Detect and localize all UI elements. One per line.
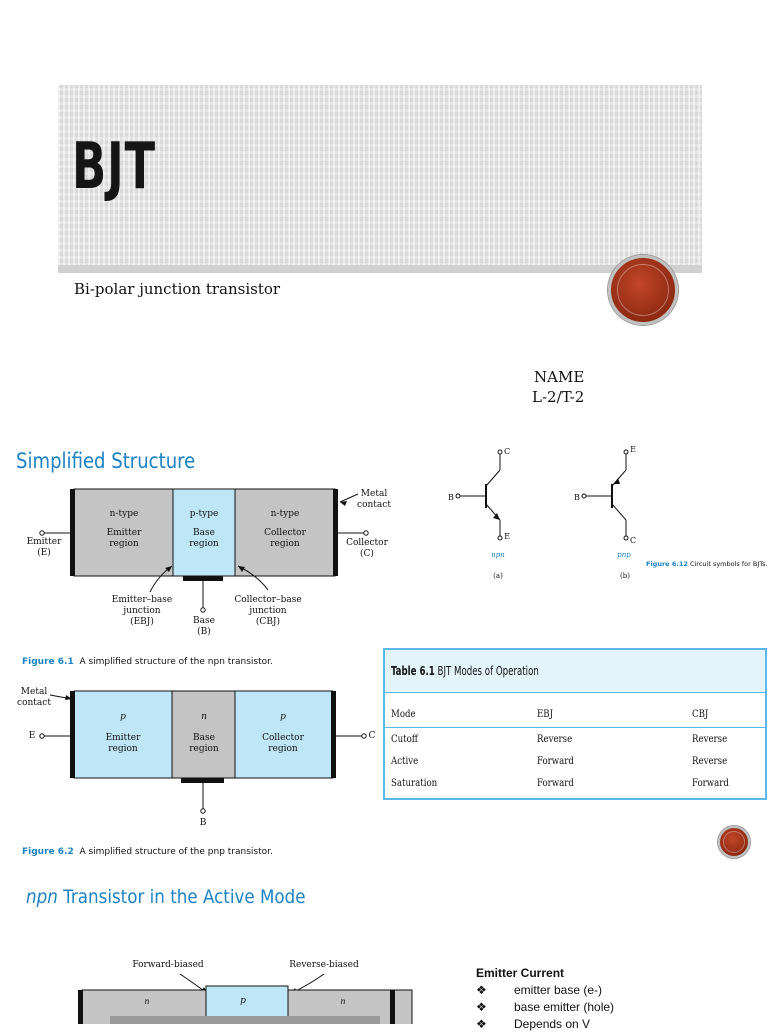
diamond-bullet-icon: ❖ <box>476 1000 487 1014</box>
reverse-biased-label: Reverse-biased <box>289 960 359 970</box>
fig612-caption-num: Figure 6.12 <box>646 560 688 568</box>
fig612-caption-text: Circuit symbols for BJTs. <box>689 560 768 568</box>
pnp-structure-figure <box>0 685 380 825</box>
npn-sub-label: (a) <box>493 572 503 580</box>
pnp-type-label: pnp <box>617 551 631 559</box>
fig61-collector-region: Collector region <box>264 528 306 549</box>
bullet-text: Depends on V <box>514 1017 591 1031</box>
fig61-collector-type: n-type <box>270 509 300 519</box>
table-title <box>391 664 539 678</box>
list-item <box>476 999 614 1016</box>
fig61-cbj-label: Collector–base junction (CBJ) <box>234 595 302 627</box>
table-cell: Forward <box>537 777 574 789</box>
fig61-ebj-label: Emitter–base junction (EBJ) <box>111 595 173 627</box>
bullet-text: emitter base (e-) <box>514 983 603 997</box>
npn-active-mode-heading <box>26 886 306 908</box>
table-cell: Reverse <box>692 733 728 745</box>
table-cell: Active <box>391 755 419 767</box>
fig62-collector-region: Collector region <box>262 733 304 754</box>
npn-active-p-mid: p <box>240 996 246 1006</box>
fig62-base-region: Base region <box>189 733 219 754</box>
pnp-sub-label: (b) <box>620 572 630 580</box>
npn-e-label: E <box>504 532 510 541</box>
fig62-emitter-type: p <box>120 712 126 722</box>
table-cell: Reverse <box>537 733 573 745</box>
npn-active-n-left: n <box>144 997 150 1006</box>
author-level: L-2/T-2 <box>532 388 585 406</box>
banner-stripe <box>58 265 702 273</box>
emitter-current-notes <box>476 965 614 1033</box>
fig61-base-type: p-type <box>189 509 219 519</box>
slide-subtitle: Bi-polar junction transistor <box>74 280 281 298</box>
fig62-e-terminal: E <box>28 731 36 741</box>
npn-active-n-right: n <box>340 997 346 1006</box>
fig61-emitter-region: Emitter region <box>106 528 142 549</box>
table-cell: Forward <box>692 777 729 789</box>
fig62-caption-text: A simplified structure of the pnp transistor. <box>79 847 273 857</box>
author-block <box>532 367 584 407</box>
npn-c-label: C <box>503 447 511 456</box>
fig62-caption-num: Figure 6.2 <box>22 847 74 857</box>
emitter-current-title: Emitter Current <box>476 966 565 980</box>
diamond-bullet-icon: ❖ <box>476 1017 487 1031</box>
fig62-collector-type: p <box>280 712 286 722</box>
fig61-metal-contact: Metal contact <box>357 489 391 510</box>
npn-heading-rest: Transistor in the Active Mode <box>57 886 306 908</box>
forward-biased-label: Forward-biased <box>132 960 204 970</box>
table-cell: Cutoff <box>391 733 418 745</box>
fig61-base-terminal: Base (B) <box>193 616 215 637</box>
pnp-c-label: C <box>629 536 637 545</box>
list-item <box>476 982 614 999</box>
npn-heading-italic: npn <box>26 886 58 908</box>
fig62-metal-contact: Metal contact <box>17 687 51 708</box>
npn-type-label: npn <box>491 551 505 559</box>
table-cell: Saturation <box>391 777 438 789</box>
table-col-ebj: EBJ <box>537 708 554 720</box>
decorative-circle-large <box>608 255 678 325</box>
fig61-caption-text: A simplified structure of the npn transistor. <box>79 657 273 667</box>
table-header-band <box>385 650 765 693</box>
pnp-e-label: E <box>630 445 636 454</box>
fig62-emitter-region: Emitter region <box>105 733 141 754</box>
fig61-emitter-type: n-type <box>109 509 139 519</box>
bullet-text: base emitter (hole) <box>514 1000 615 1014</box>
diamond-bullet-icon: ❖ <box>476 983 487 997</box>
table-col-mode: Mode <box>391 708 416 720</box>
fig61-emitter-terminal: Emitter (E) <box>26 537 62 558</box>
npn-b-label: B <box>448 493 454 502</box>
fig62-b-terminal: B <box>199 818 207 828</box>
table-cell: Forward <box>537 755 574 767</box>
list-item <box>476 1016 614 1033</box>
simplified-structure-heading: Simplified Structure <box>16 449 196 473</box>
table-title-num: Table 6.1 <box>391 664 435 678</box>
fig61-collector-terminal: Collector (C) <box>346 538 388 559</box>
bjt-circuit-symbols <box>440 440 640 590</box>
fig62-base-type: n <box>201 712 207 722</box>
table-cell: Reverse <box>692 755 728 767</box>
fig61-base-region: Base region <box>189 528 219 549</box>
table-title-text: BJT Modes of Operation <box>437 664 539 678</box>
fig62-c-terminal: C <box>368 731 376 741</box>
table-rule <box>385 727 765 728</box>
decorative-circle-small <box>718 826 750 858</box>
slide-title: BJT <box>72 130 156 204</box>
fig61-caption <box>22 657 273 667</box>
pnp-b-label: B <box>574 493 580 502</box>
table-col-cbj: CBJ <box>692 708 709 720</box>
fig61-caption-num: Figure 6.1 <box>22 657 74 667</box>
fig612-caption <box>646 560 768 568</box>
author-name: NAME <box>534 368 585 386</box>
bjt-modes-table <box>383 648 767 800</box>
fig62-caption <box>22 847 273 857</box>
